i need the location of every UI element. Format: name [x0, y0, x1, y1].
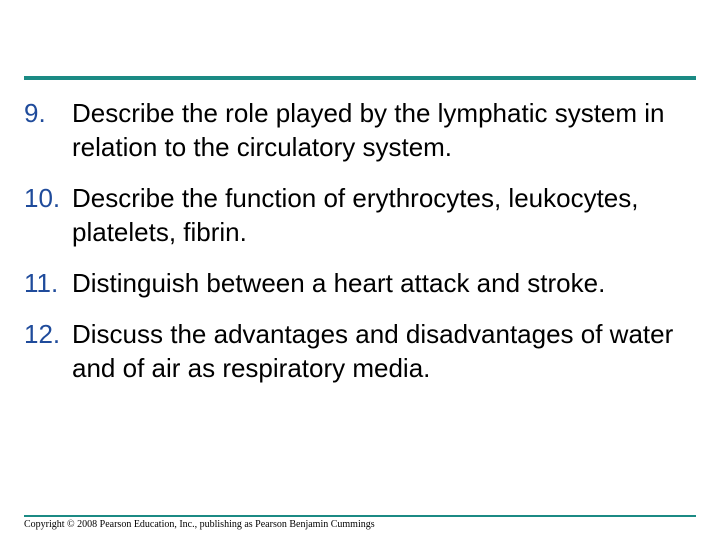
question-text: Describe the function of erythrocytes, leukocytes, platelets, fibrin. — [72, 183, 639, 247]
copyright-notice: Copyright © 2008 Pearson Education, Inc., publishing as Pearson Benjamin Cummings — [24, 519, 375, 530]
question-text: Describe the role played by the lymphatic system in relation to the circulatory system. — [72, 98, 665, 162]
question-item — [24, 266, 696, 300]
question-number: 12. — [24, 319, 61, 349]
question-text: Distinguish between a heart attack and stroke. — [72, 268, 606, 298]
question-list — [24, 96, 696, 402]
question-number: 10. — [24, 183, 61, 213]
question-item — [24, 96, 696, 164]
question-item — [24, 181, 696, 249]
question-number: 11. — [24, 268, 59, 298]
bottom-divider — [24, 515, 696, 517]
question-text: Discuss the advantages and disadvantages of water and of air as respiratory media. — [72, 319, 674, 383]
top-divider — [24, 76, 696, 80]
question-number: 9. — [24, 98, 46, 128]
question-item — [24, 317, 696, 385]
